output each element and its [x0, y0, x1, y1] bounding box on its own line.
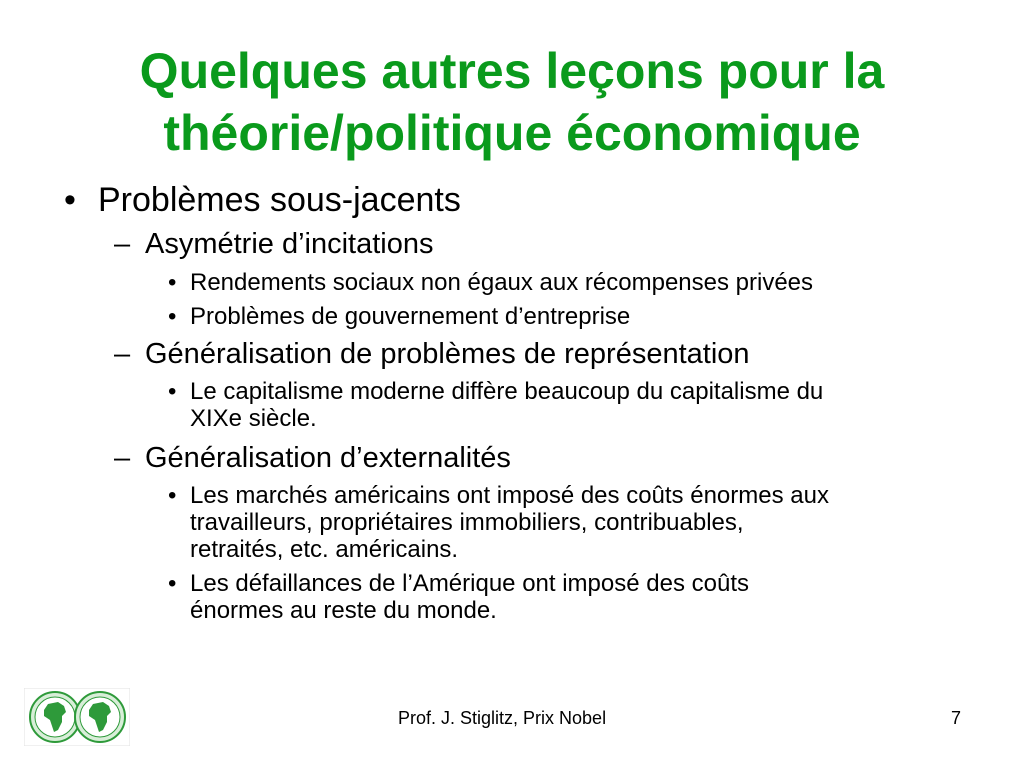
item-rendements-sociaux: Rendements sociaux non égaux aux récompenses privées [190, 269, 814, 296]
bullet-marker: • [168, 570, 177, 597]
item-defaillances-line-2: énormes au reste du monde. [190, 597, 497, 624]
bullet-marker: • [168, 269, 177, 296]
item-marches-line-3: retraités, etc. américains. [190, 536, 459, 563]
bullet-marker: • [168, 482, 177, 509]
subbullet-asymetrie: Asymétrie d’incitations [145, 228, 434, 260]
item-marches-line-1: Les marchés américains ont imposé des coûts énormes aux [190, 482, 829, 509]
bullet-marker: • [168, 378, 177, 405]
item-gouvernement-entreprise: Problèmes de gouvernement d’entreprise [190, 303, 631, 330]
item-capitalisme-line-2: XIXe siècle. [190, 405, 317, 432]
logo-emblem-right [75, 692, 125, 742]
bullet-problemes-sous-jacents: Problèmes sous-jacents [98, 181, 461, 219]
subbullet-externalites: Généralisation d’externalités [145, 442, 511, 474]
slide-title-line-1: Quelques autres leçons pour la [139, 43, 885, 99]
item-capitalisme-line-1: Le capitalisme moderne diffère beaucoup du capitalisme du [190, 378, 824, 405]
page-number: 7 [951, 708, 962, 728]
dash-marker: – [114, 442, 131, 474]
african-development-bank-logo-icon [24, 688, 130, 746]
dash-marker: – [114, 228, 131, 260]
footer-author: Prof. J. Stiglitz, Prix Nobel [398, 708, 607, 728]
subbullet-representation: Généralisation de problèmes de représentation [145, 338, 750, 370]
item-defaillances-line-1: Les défaillances de l’Amérique ont imposé des coûts [190, 570, 749, 597]
dash-marker: – [114, 338, 131, 370]
bullet-marker: • [168, 303, 177, 330]
item-marches-line-2: travailleurs, propriétaires immobiliers, contribuables, [190, 509, 744, 536]
logo-emblem-left [30, 692, 80, 742]
slide-title-line-2: théorie/politique économique [163, 105, 861, 161]
bullet-marker: • [64, 181, 76, 219]
